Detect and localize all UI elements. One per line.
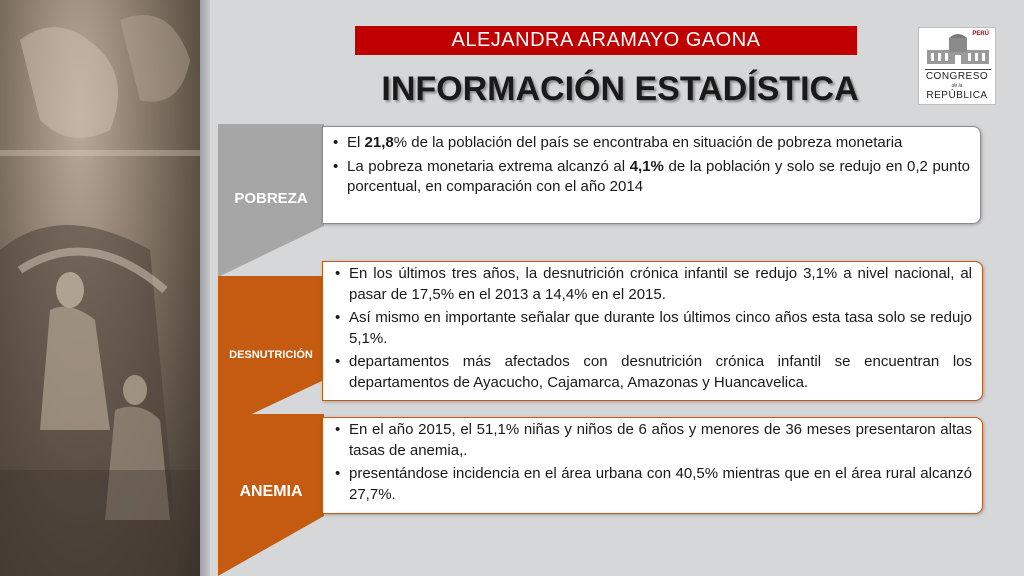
- anemia-content-box: [322, 417, 983, 514]
- anemia-bullet-2: • presentándose incidencia en el área urbana con 40,5% mientras que en el área rural alcanzó 27,7%.: [349, 464, 972, 505]
- desnutricion-content-box: [322, 261, 983, 401]
- logo-line-congreso: CONGRESO: [925, 71, 989, 82]
- sculpture-photo: [0, 0, 200, 576]
- logo-line-de-la: de la: [951, 83, 963, 89]
- desnutricion-bullet-3: • departamentos más afectados con desnutrición crónica infantil se encuentran los departamentos de Ayacucho, Cajamarca, Amazonas y Huancavelica.: [349, 352, 972, 393]
- desnutricion-bullet-2: • Así mismo en importante señalar que durante los últimos cinco años esta tasa solo se redujo 5,1%.: [349, 308, 972, 349]
- pobreza-content-box: [322, 126, 981, 224]
- vertical-divider: [200, 0, 210, 576]
- page-title: INFORMACIÓN ESTADÍSTICA: [381, 70, 859, 108]
- congreso-logo: [918, 27, 996, 105]
- desnutricion-label: DESNUTRICIÓN: [229, 349, 313, 361]
- sculpture-illustration: [0, 0, 200, 576]
- author-name-banner: ALEJANDRA ARAMAYO GAONA: [355, 26, 857, 55]
- logo-line-republica: REPÚBLICA: [926, 90, 988, 101]
- pobreza-bullet-1: • El 21,8% de la población del país se encontraba en situación de pobreza monetaria: [347, 133, 970, 154]
- desnutricion-bullet-1: • En los últimos tres años, la desnutrición crónica infantil se redujo 3,1% a nivel nacional, al pasar de 17,5% en el 2013 a 14,4% en el 2015.: [349, 264, 972, 305]
- logo-country: PERÚ: [972, 31, 989, 37]
- anemia-label: ANEMIA: [239, 483, 303, 500]
- anemia-bullet-1: • En el año 2015, el 51,1% niñas y niños de 6 años y menores de 36 meses presentaron altas tasas de anemia,.: [349, 420, 972, 461]
- pobreza-bullet-2: • La pobreza monetaria extrema alcanzó al 4,1% de la población y solo se redujo en 0,2 punto porcentual, en comparación con el año 2014: [347, 157, 970, 198]
- pobreza-label: POBREZA: [234, 190, 308, 207]
